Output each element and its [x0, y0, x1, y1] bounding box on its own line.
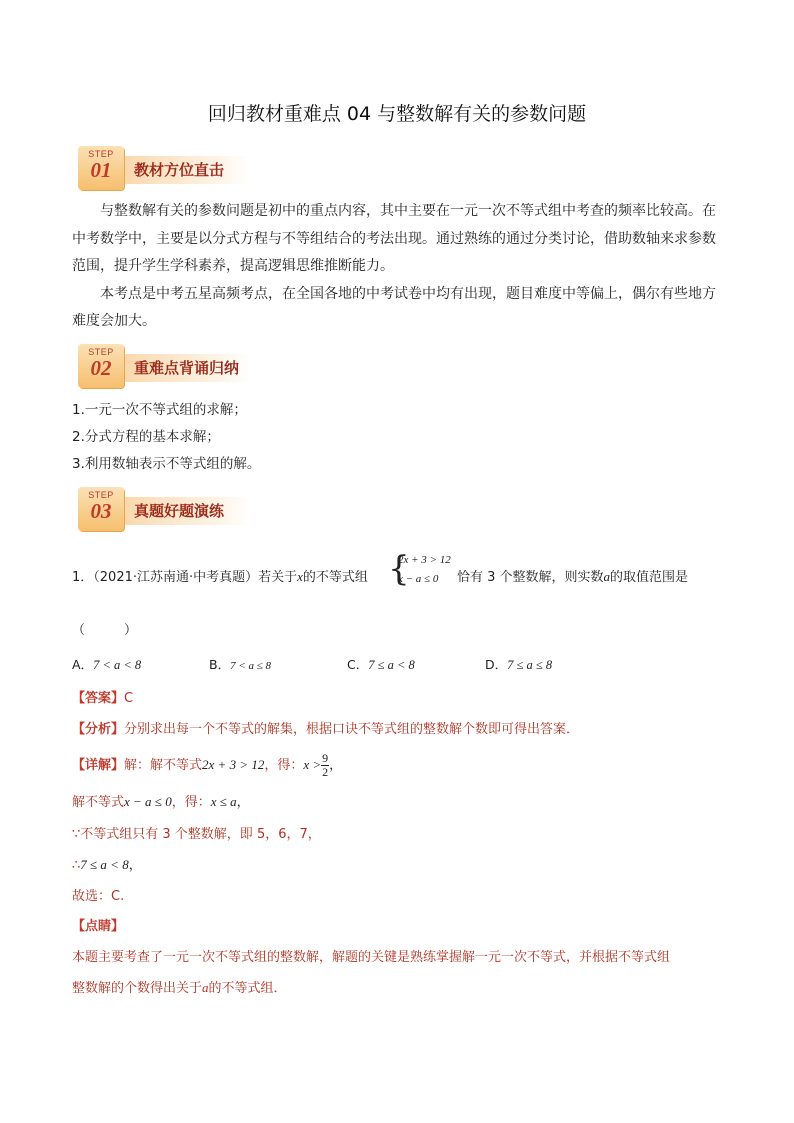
detail-text: ， — [329, 758, 343, 773]
summary-item: 3.利用数轴表示不等式组的解。 — [72, 456, 261, 472]
detail-line-2 — [72, 791, 250, 810]
remark-text: 的不等式组． — [208, 981, 287, 996]
intro-paragraph-2: 本考点是中考五星高频考点，在全国各地的中考试卷中均有出现，题目难度中等偏上，偶尔有些地方难度会加大。 — [72, 285, 716, 329]
step-badge-number: 02 — [90, 356, 112, 380]
fraction-numerator: 9 — [322, 751, 329, 765]
math-var-a: a — [603, 569, 611, 584]
answer-line — [72, 687, 133, 706]
math-var-a: a — [202, 980, 209, 995]
step-02-header — [78, 344, 258, 390]
option-label: C． — [347, 657, 369, 672]
remark-text: 整数解的个数得出关于 — [72, 981, 203, 996]
analysis-text: 分别求出每一个不等式的解集，根据口诀不等式组的整数解个数即可得出答案． — [124, 722, 580, 737]
summary-item: 2.分式方程的基本求解； — [72, 429, 220, 445]
detail-text: ∴ — [72, 858, 81, 873]
analysis-line — [72, 718, 579, 737]
step-label: 重难点背诵归纳 — [134, 359, 240, 377]
option-label: B． — [209, 657, 231, 672]
summary-list — [72, 397, 260, 478]
inequality-system — [388, 549, 458, 592]
step-label: 真题好题演练 — [134, 502, 225, 520]
step-badge — [78, 487, 124, 531]
step-badge-number: 03 — [90, 499, 112, 523]
analysis-tag: 【分析】 — [72, 722, 125, 737]
option-text: 7 < a < 8 — [93, 658, 142, 672]
option-d — [485, 655, 552, 673]
answer-tag: 【答案】 — [72, 691, 125, 706]
question-mid: 的不等式组 — [302, 570, 368, 585]
option-b — [209, 655, 271, 673]
detail-math: x − a ≤ 0 — [124, 794, 172, 809]
question-prefix: 1．（2021·江苏南通·中考真题）若关于 — [72, 570, 298, 585]
option-text: 7 ≤ a < 8 — [368, 658, 415, 672]
option-c — [347, 655, 415, 673]
intro-paragraph-1: 与整数解有关的参数问题是初中的重点内容，其中主要在一元一次不等式组中考查的频率比较高。在中考数学中，主要是以分式方程与不等组结合的考法出现。通过熟练的通过分类讨论，借助数轴来求参数范围，提升学生学科素养，提高逻辑思维推断能力。 — [72, 203, 716, 274]
remark-line-1: 本题主要考查了一元一次不等式组的整数解，解题的关键是熟练掌握解一元一次不等式，并根据不等式组 — [72, 950, 671, 965]
step-badge-number: 01 — [90, 158, 112, 182]
option-label: D． — [485, 657, 508, 672]
detail-text: 解不等式 — [72, 795, 125, 810]
step-01-header — [78, 146, 258, 192]
answer-value: C — [124, 691, 134, 706]
detail-line-1 — [72, 752, 342, 779]
question-stem-end — [457, 566, 688, 585]
step-03-header — [78, 487, 258, 533]
remark-line-2 — [72, 977, 287, 996]
page-title: 回归教材重难点 04 与整数解有关的参数问题 — [207, 103, 587, 125]
remark-header — [72, 915, 124, 934]
answer-paren: （ ） — [72, 623, 138, 638]
step-badge-word: STEP — [88, 490, 114, 500]
math-var-x: x — [297, 569, 303, 584]
detail-line-5: 故选：C. — [72, 889, 125, 904]
option-label: A． — [72, 657, 94, 672]
detail-math: 2x + 3 > 12 — [202, 757, 265, 772]
system-line-1: 2x + 3 > 12 — [398, 554, 451, 566]
detail-math: x > — [303, 757, 322, 772]
detail-text: ，得： — [264, 758, 304, 773]
option-text: 7 < a ≤ 8 — [230, 660, 272, 672]
step-label: 教材方位直击 — [134, 161, 225, 179]
fraction-denominator: 2 — [322, 765, 329, 779]
detail-math: x ≤ a — [210, 794, 237, 809]
step-badge — [78, 344, 124, 388]
option-a — [72, 655, 141, 673]
detail-line-3: ∵不等式组只有 3 个整数解，即 5，6，7， — [72, 827, 321, 842]
question-suffix-a: 恰有 3 个整数解，则实数 — [457, 570, 604, 585]
step-badge-word: STEP — [88, 149, 114, 159]
step-badge — [78, 146, 124, 190]
detail-tag: 【详解】 — [72, 758, 125, 773]
fraction-nine-halves — [321, 752, 329, 779]
detail-text: ， — [236, 795, 250, 810]
summary-item: 1.一元一次不等式组的求解； — [72, 402, 247, 418]
brace-symbol: { — [388, 549, 410, 589]
detail-text: ， — [128, 858, 142, 873]
intro-section — [72, 198, 727, 336]
step-badge-word: STEP — [88, 347, 114, 357]
detail-text: 解：解不等式 — [124, 758, 203, 773]
question-suffix-b: 的取值范围是 — [610, 570, 689, 585]
remark-tag: 【点睛】 — [72, 919, 125, 934]
detail-text: ，得： — [171, 795, 211, 810]
option-text: 7 ≤ a ≤ 8 — [507, 658, 553, 672]
system-line-2: x − a ≤ 0 — [398, 573, 439, 585]
detail-math: 7 ≤ a < 8 — [80, 857, 129, 872]
question-stem-start — [72, 566, 368, 585]
detail-line-4 — [72, 854, 142, 873]
